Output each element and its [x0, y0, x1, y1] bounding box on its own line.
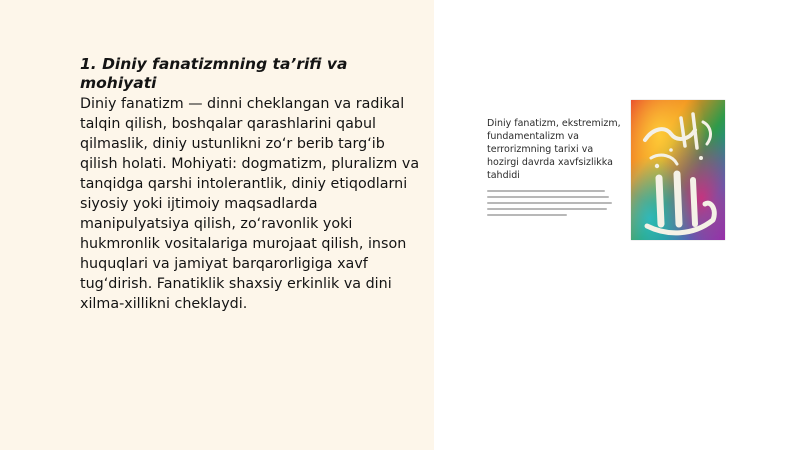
description-line	[487, 202, 612, 204]
slide-heading: 1. Diniy fanatizmning ta’rifi va mohiyati	[80, 55, 348, 92]
book-description-lines	[487, 190, 612, 220]
slide-body-text: Diniy fanatizm — dinni cheklangan va radikal talqin qilish, boshqalar qarashlarini qabul qilmaslik, diniy ustunlikni zo‘r berib targ‘ib qilish holati. Mohiyati: dogmatizm, pluralizm va tanqidga qarshi intolerantlik, diniy etiqodlarni siyosiy yoki ijtimoiy maqsadlarda manipulyatsiya qilish, zo‘ravonlik yoki hukmronlik vositalariga murojaat qilish, inson huquqlari va jamiyat barqarorligiga xavf tug‘dirish. Fanatiklik shaxsiy erkinlik va dini xilma-xillikni cheklaydi.	[80, 96, 420, 312]
description-line	[487, 208, 607, 210]
description-line	[487, 190, 605, 192]
book-cover-image[interactable]	[631, 100, 725, 240]
description-line	[487, 196, 609, 198]
description-line	[487, 214, 567, 216]
book-title: Diniy fanatizm, ekstremizm, fundamentalizm va terrorizmning tarixi va hozirgi davrda xavfsizlikka tahdidi	[487, 118, 621, 181]
calligraphy-cover-image	[631, 100, 725, 240]
